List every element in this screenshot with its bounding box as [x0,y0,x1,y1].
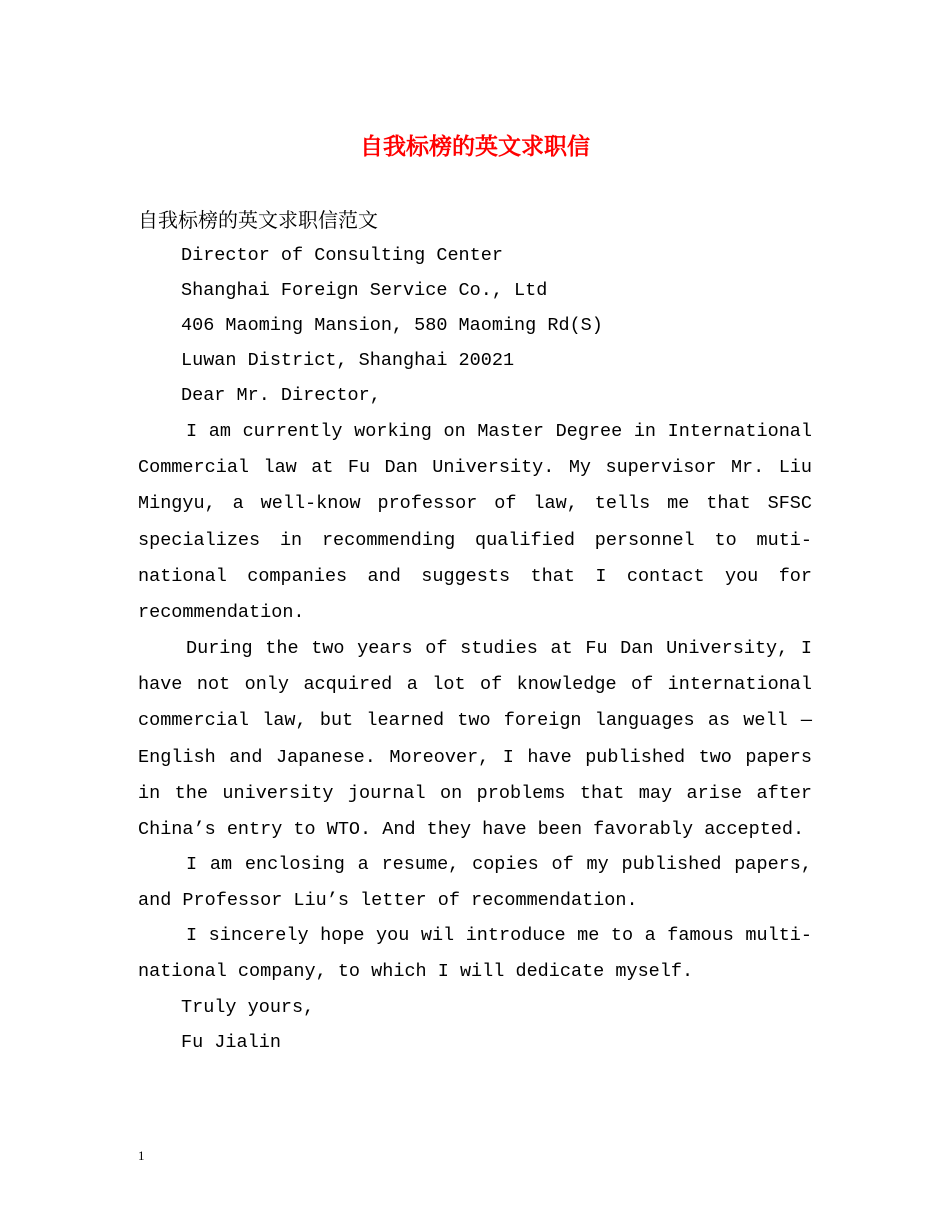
recipient-district: Luwan District, Shanghai 20021 [181,350,515,371]
document-subtitle: 自我标榜的英文求职信范文 [138,208,378,232]
body-paragraph: During the two years of studies at Fu Dan University, I have not only acquired a lot of knowledge of international commercial law, but learned two foreign languages as well — English and Japanese. Moreover, I have published two papers in the university journal on problems that may arise after China’s entry to WTO. And they have been favorably accepted. [138,638,812,841]
document-title: 自我标榜的英文求职信 [360,133,590,160]
closing: Truly yours, [181,997,315,1018]
recipient-address: 406 Maoming Mansion, 580 Maoming Rd(S) [181,315,603,336]
signature: Fu Jialin [181,1032,281,1053]
body-paragraph: I sincerely hope you wil introduce me to a famous multi-national company, to which I will dedicate myself. [138,925,812,983]
body-paragraph: I am currently working on Master Degree in International Commercial law at Fu Dan University. My supervisor Mr. Liu Mingyu, a well-know professor of law, tells me that SFSC specializes in recommending qualified personnel to muti-national companies and suggests that I contact you for recommendation. [138,421,812,624]
page-number: 1 [138,1148,145,1163]
salutation: Dear Mr. Director, [181,385,381,406]
recipient-company: Shanghai Foreign Service Co., Ltd [181,280,548,301]
body-paragraph: I am enclosing a resume, copies of my published papers, and Professor Liu’s letter of recommendation. [138,854,812,912]
recipient-title: Director of Consulting Center [181,245,503,266]
